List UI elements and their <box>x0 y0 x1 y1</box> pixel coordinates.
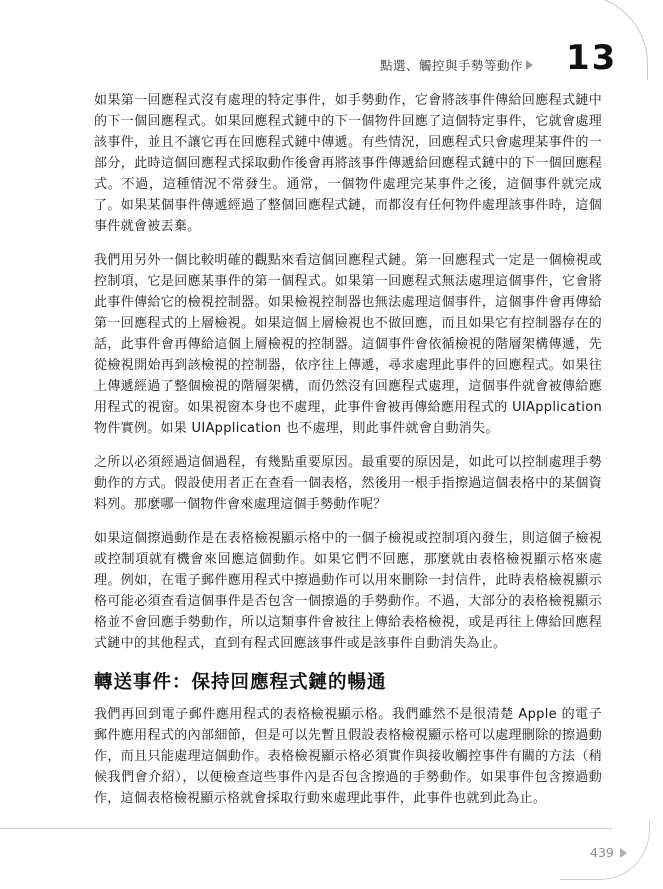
triangle-right-icon <box>526 60 533 70</box>
chapter-title: 點選、觸控與手勢等動作 <box>379 58 523 73</box>
next-page-triangle-icon <box>620 848 627 858</box>
section-heading: 轉送事件：保持回應程式鏈的暢通 <box>94 672 387 693</box>
page-body <box>94 90 602 822</box>
footer-divider <box>0 828 612 829</box>
page-number-area <box>590 845 627 860</box>
paragraph-responder-chain-detail: 我們用另外一個比較明確的觀點來看這個回應程式鏈。第一回應程式一定是一個檢視或控制項，它是回應某事件的第一個程式。如果第一回應程式無法處理這個事件，它會將此事件傳給它的檢視控制器。如果檢視控制器也無法處理這個事件，這個事件會再傳給第一回應程式的上層檢視。如果這個上層檢視也不做回應，而且如果它有控制器存在的話，此事件會再傳給這個上層檢視的控制器。這個事件會依循檢視的階層架構傳遞，先從檢視開始再到該檢視的控制器，依序往上傳遞，尋求處理此事件的回應程式。如果往上傳遞經過了整個檢視的階層架構，而仍然沒有回應程式處理，這個事件就會被傳給應用程式的視窗。如果視窗本身也不處理，此事件會被再傳給應用程式的 UIApplication 物件實例。如果 UIApplication 也不處理，則此事件就會自動消失。 <box>94 253 602 436</box>
paragraph-why-process: 之所以必須經過這個過程，有幾點重要原因。最重要的原因是，如此可以控制處理手勢動作的方式。假設使用者正在查看一個表格，然後用一根手指擦過這個表格中的某個資料列。那麼哪一個物件會來處理這個手勢動作呢？ <box>94 455 602 512</box>
page-number: 439 <box>590 845 614 860</box>
paragraph-responder-chain: 如果第一回應程式沒有處理的特定事件，如手勢動作，它會將該事件傳給回應程式鏈中的下一個回應程式。如果回應程式鏈中的下一個物件回應了這個特定事件，它就會處理該事件，並且不讓它再在回應程式鏈中傳遞。有些情況，回應程式只會處理某事件的一部分，此時這個回應程式採取動作後會再將該事件傳遞給回應程式鏈中的下一個回應程式。不過，這種情況不常發生。通常，一個物件處理完某事件之後，這個事件就完成了。如果某個事件傳遞經過了整個回應程式鏈，而都沒有任何物件處理該事件時，這個事件就會被丟棄。 <box>94 93 602 234</box>
paragraph-swipe-example: 如果這個擦過動作是在表格檢視顯示格中的一個子檢視或控制項內發生，則這個子檢視或控制項就有機會來回應這個動作。如果它們不回應，那麼就由表格檢視顯示格來處理。例如，在電子郵件應用程式中擦過動作可以用來刪除一封信件，此時表格檢視顯示格可能必須查看這個事件是否包含一個擦過的手勢動作。不過，大部分的表格檢視顯示格並不會回應手勢動作，所以這類事件會被往上傳給表格檢視，或是再往上傳給回應程式鏈中的其他程式，直到有程式回應該事件或是該事件自動消失為止。 <box>94 531 602 651</box>
paragraph-forward-events: 我們再回到電子郵件應用程式的表格檢視顯示格。我們雖然不是很清楚 Apple 的電子郵件應用程式的內部細節，但是可以先暫且假設表格檢視顯示格可以處理刪除的擦過動作，而且只能處理這個動作。表格檢視顯示格必須實作與接收觸控事件有關的方法（稍候我們會介紹），以便檢查這些事件內是否包含擦過的手勢動作。如果事件包含擦過動作，這個表格檢視顯示格就會採取行動來處理此事件，此事件也就到此為止。 <box>94 707 602 806</box>
chapter-number: 13 <box>566 38 618 78</box>
chapter-running-header <box>380 56 533 74</box>
